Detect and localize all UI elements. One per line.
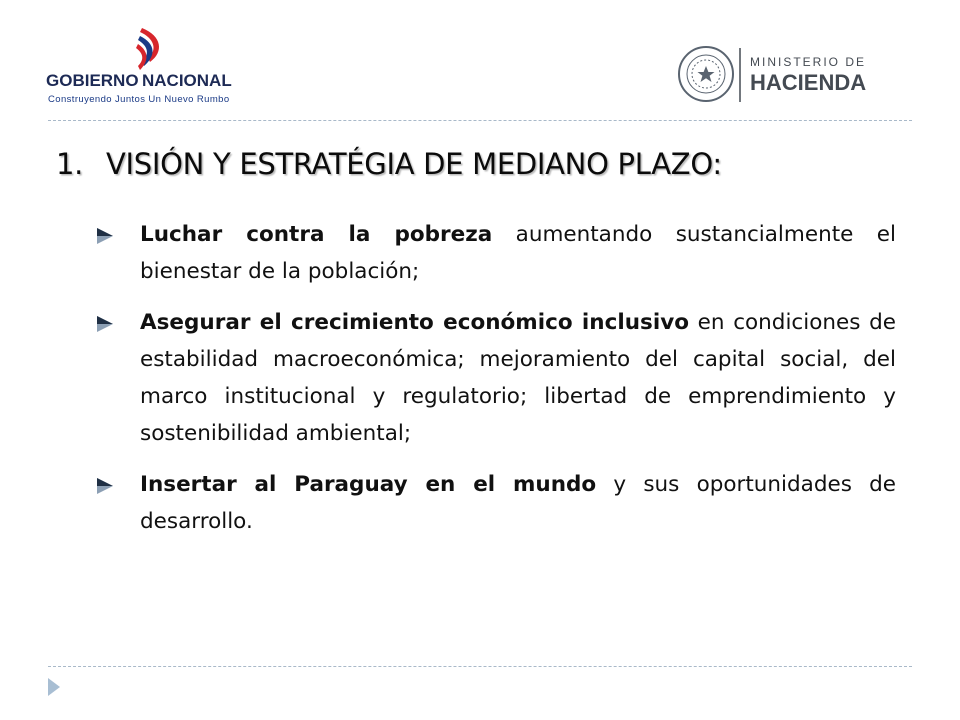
gobierno-nacional-logo [44, 26, 264, 108]
bullet-text: aumentando sustancialmente el bienestar de la población; [140, 222, 896, 284]
top-divider [48, 120, 912, 121]
bullet-bold-text: Insertar al Paraguay en el mundo [140, 472, 597, 497]
heading-text: VISIÓN Y ESTRATÉGIA DE MEDIANO PLAZO: [106, 147, 722, 181]
flag-swoosh-icon [136, 28, 159, 70]
logo-tagline: Construyendo Juntos Un Nuevo Rumbo [48, 94, 230, 105]
triangle-right-icon[interactable] [46, 676, 62, 698]
bullet-item [96, 466, 896, 540]
republic-seal-icon [679, 47, 733, 101]
logo-name-part2: NACIONAL [142, 71, 232, 90]
ministerio-hacienda-logo [676, 44, 892, 106]
ministry-line2: HACIENDA [750, 70, 867, 95]
bottom-divider [48, 666, 912, 667]
triangle-arrow-bullet-icon [96, 315, 114, 333]
triangle-arrow-bullet-icon [96, 227, 114, 245]
bullet-bold-text: Luchar contra la pobreza [140, 222, 493, 247]
logo-name-part1: GOBIERNO [46, 71, 139, 90]
bullet-item [96, 216, 896, 290]
bullet-bold-text: Asegurar el crecimiento económico inclusivo [140, 310, 689, 335]
heading-number: 1. [56, 147, 84, 181]
bullet-list [96, 216, 896, 554]
bullet-item [96, 304, 896, 452]
bullet-text: y sus oportunidades de desarrollo. [140, 472, 896, 534]
triangle-arrow-bullet-icon [96, 477, 114, 495]
bullet-text: en condiciones de estabilidad macroeconómica; mejoramiento del capital social, del marco institucional y regulatorio; libertad de emprendimiento y sostenibilidad ambiental; [140, 310, 896, 446]
section-heading [56, 147, 722, 181]
ministry-line1: MINISTERIO DE [750, 55, 867, 69]
